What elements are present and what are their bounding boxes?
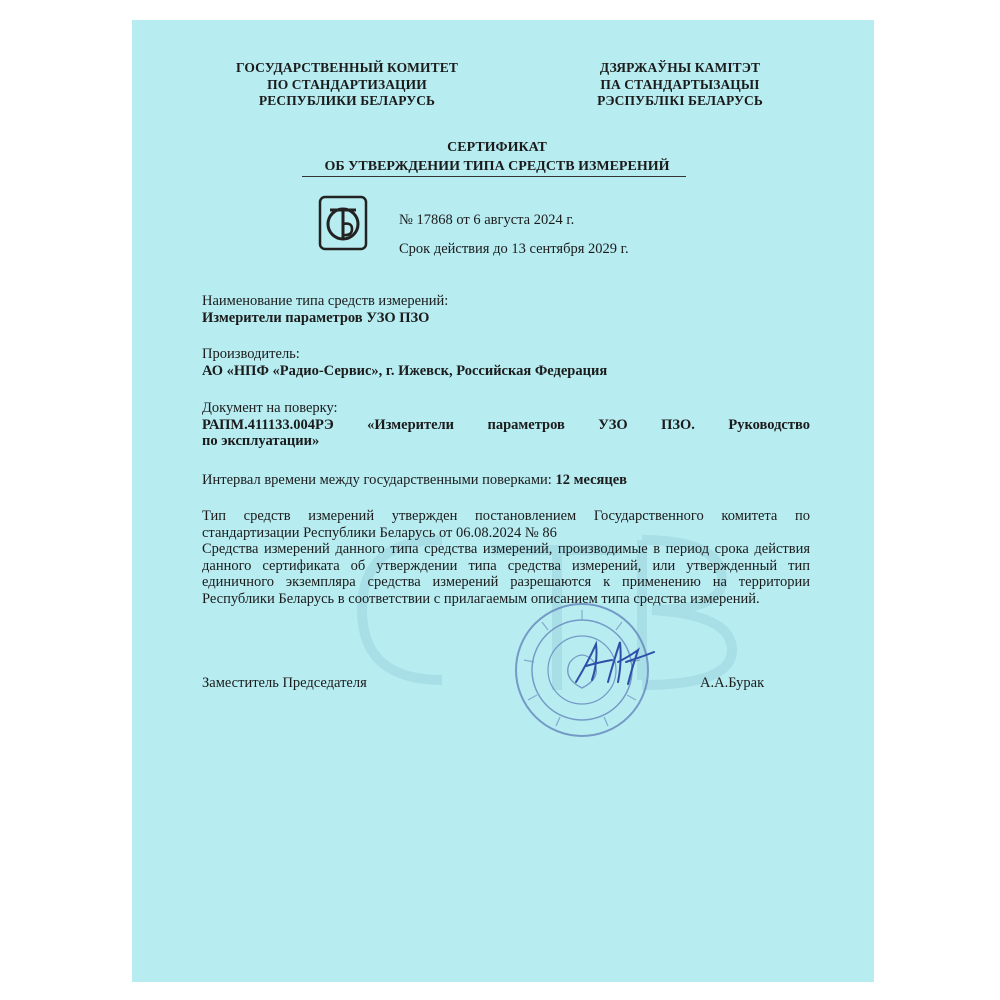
verification-doc-word: Руководство bbox=[728, 416, 810, 433]
header-right-line: ДЗЯРЖАЎНЫ КАМІТЭТ bbox=[599, 60, 761, 75]
verification-doc-word: УЗО bbox=[598, 416, 628, 433]
verification-doc-label: Документ на поверку: bbox=[202, 400, 338, 416]
certificate-validity: Срок действия до 13 сентября 2029 г. bbox=[399, 241, 629, 257]
certificate-sheet bbox=[132, 20, 874, 982]
verification-doc-line bbox=[202, 417, 810, 434]
header-right-line: ПА СТАНДАРТЫЗАЦЫІ bbox=[600, 76, 760, 92]
title-line-1: СЕРТИФИКАТ bbox=[447, 140, 547, 155]
instrument-label: Наименование типа средств измерений: bbox=[202, 293, 449, 309]
signatory-name: А.А.Бурак bbox=[700, 675, 765, 691]
approval-paragraph-1: Тип средств измерений утвержден постановлением Государственного комитета по стандартизации Республики Беларусь от 06.08.2024 № 86 bbox=[202, 508, 810, 541]
verification-doc-word: РАПМ.411133.004РЭ bbox=[202, 416, 334, 433]
certificate-number: № 17868 от 6 августа 2024 г. bbox=[399, 212, 575, 228]
verification-doc-word: параметров bbox=[487, 416, 565, 433]
signatory-position: Заместитель Председателя bbox=[202, 675, 367, 691]
header-left-line: ГОСУДАРСТВЕННЫЙ КОМИТЕТ bbox=[236, 60, 458, 75]
handwritten-signature-icon bbox=[568, 632, 658, 692]
manufacturer-label: Производитель: bbox=[202, 346, 300, 362]
header-left-line: РЕСПУБЛИКИ БЕЛАРУСЬ bbox=[258, 93, 436, 108]
header-left-line: ПО СТАНДАРТИЗАЦИИ bbox=[267, 76, 427, 92]
instrument-name: Измерители параметров УЗО ПЗО bbox=[202, 309, 430, 326]
document-title bbox=[302, 138, 692, 176]
manufacturer-section bbox=[202, 346, 810, 379]
verification-doc-line-2: по эксплуатации» bbox=[202, 433, 320, 449]
verification-doc-word: ПЗО. bbox=[661, 416, 695, 433]
interval-label: Интервал времени между государственными поверками: bbox=[202, 472, 556, 488]
instrument-section bbox=[202, 293, 810, 326]
header-right bbox=[530, 60, 830, 110]
header-left bbox=[202, 60, 492, 110]
verification-doc-section bbox=[202, 400, 810, 450]
interval-value: 12 месяцев bbox=[555, 472, 627, 488]
title-underline bbox=[302, 176, 686, 177]
interval-section bbox=[202, 472, 810, 489]
stb-logo-icon bbox=[318, 195, 368, 251]
manufacturer-name: АО «НПФ «Радио-Сервис», г. Ижевск, Российская Федерация bbox=[202, 362, 608, 379]
approval-paragraph-2: Средства измерений данного типа средства измерений, производимые в период срока действия данного сертификата об утверждении типа средства измерений, или утвержденный тип единичного экземпляра средства измерений разрешаются к применению на территории Республики Беларусь в соответствии с прилагаемым описанием типа средства измерений. bbox=[202, 541, 810, 607]
verification-doc-word: «Измерители bbox=[367, 416, 455, 433]
title-line-2: ОБ УТВЕРЖДЕНИИ ТИПА СРЕДСТВ ИЗМЕРЕНИЙ bbox=[324, 159, 670, 174]
header-right-line: РЭСПУБЛІКІ БЕЛАРУСЬ bbox=[597, 93, 763, 108]
